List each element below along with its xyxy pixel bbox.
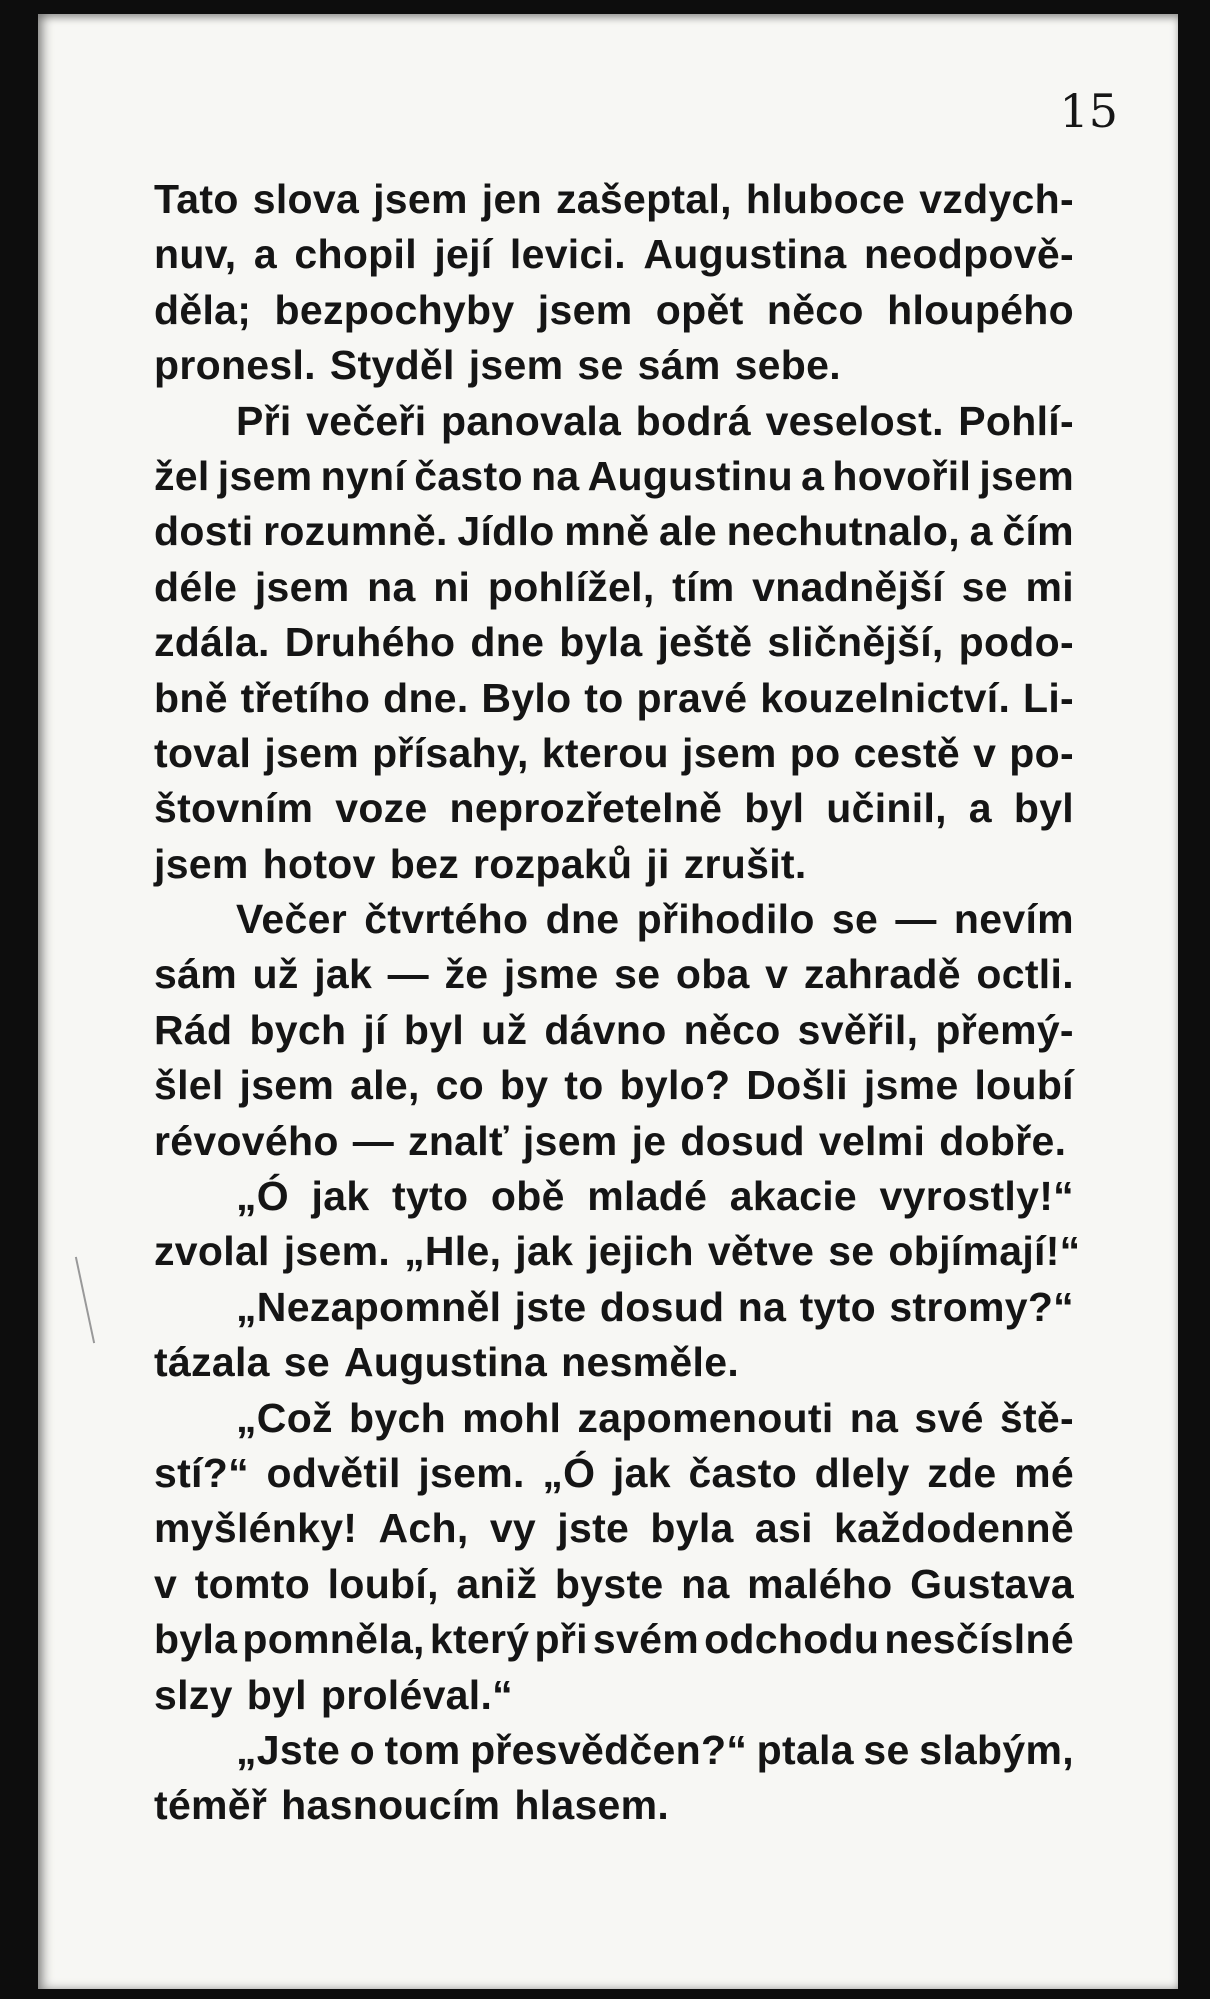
text-line: byla pomněla, který při svém odchodu nesčíslné (154, 1616, 1074, 1663)
text-line: déle jsem na ni pohlížel, tím vnadnější se mi (154, 563, 1074, 610)
text-line: stí?“ odvětil jsem. „Ó jak často dlely zde mé (154, 1449, 1074, 1496)
page-number: 15 (1059, 84, 1118, 138)
text-line: sám už jak — že jsme se oba v zahradě octli. (154, 951, 1074, 998)
text-line: bně třetího dne. Bylo to pravé kouzelnictví. Li- (154, 674, 1074, 721)
text-line: zdála. Druhého dne byla ještě sličnější, podo- (154, 619, 1074, 666)
text-line: šlel jsem ale, co by to bylo? Došli jsme loubí (154, 1062, 1074, 1109)
text-line: děla; bezpochyby jsem opět něco hloupého (154, 286, 1074, 333)
text-line: Při večeři panovala bodrá veselost. Pohlí- (236, 397, 1074, 444)
text-line: „Nezapomněl jste dosud na tyto stromy?“ (236, 1283, 1074, 1330)
text-line: téměř hasnoucím hlasem. (154, 1782, 670, 1829)
text-line: dosti rozumně. Jídlo mně ale nechutnalo, a čím (154, 508, 1074, 555)
paragraph (154, 1169, 1081, 1280)
text-line: Tato slova jsem jen zašeptal, hluboce vzdych- (154, 176, 1074, 222)
paragraph (154, 1391, 1074, 1723)
text-line: jsem hotov bez rozpaků ji zrušit. (154, 840, 807, 887)
margin-mark (75, 1257, 95, 1343)
text-line: žel jsem nyní často na Augustinu a hovořil jsem (154, 452, 1074, 499)
text-line: slzy byl proléval.“ (154, 1671, 513, 1718)
book-page (38, 14, 1178, 1989)
text-line: myšlénky! Ach, vy jste byla asi každodenně (154, 1505, 1074, 1552)
text-line: pronesl. Styděl jsem se sám sebe. (154, 342, 841, 389)
paragraph (154, 394, 1074, 893)
text-line: „Což bych mohl zapomenouti na své ště- (236, 1394, 1074, 1441)
text-line: štovním voze neprozřetelně byl učinil, a byl (154, 785, 1074, 832)
body-text (154, 172, 1081, 1834)
text-line: „Jste o tom přesvědčen?“ ptala se slabým, (236, 1726, 1074, 1773)
text-line: zvolal jsem. „Hle, jak jejich větve se objímají!“ (154, 1228, 1081, 1275)
paragraph (154, 1723, 1074, 1834)
text-line: toval jsem přísahy, kterou jsem po cestě v po- (154, 729, 1074, 776)
paragraph (154, 892, 1074, 1169)
text-line: nuv, a chopil její levici. Augustina neodpově- (154, 231, 1074, 278)
text-line: révového — znalť jsem je dosud velmi dobře. (154, 1117, 1067, 1164)
text-line: Rád bych jí byl už dávno něco svěřil, přemý- (154, 1006, 1074, 1053)
paragraph (154, 172, 1074, 394)
text-line: v tomto loubí, aniž byste na malého Gustava (154, 1560, 1074, 1607)
text-line: tázala se Augustina nesměle. (154, 1339, 740, 1386)
text-line: Večer čtvrtého dne přihodilo se — nevím (236, 896, 1074, 943)
text-line: „Ó jak tyto obě mladé akacie vyrostly!“ (236, 1173, 1074, 1220)
paragraph (154, 1280, 1074, 1391)
